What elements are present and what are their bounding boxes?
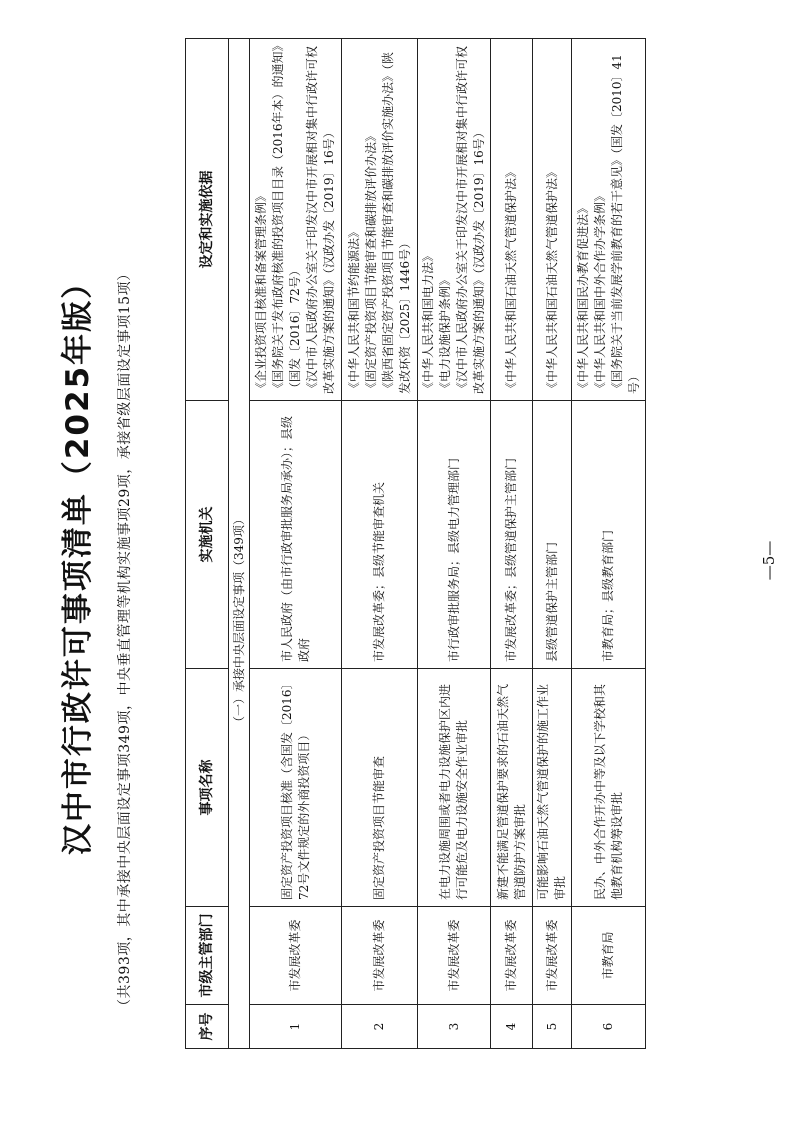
- header-seq: 序号: [186, 1005, 229, 1049]
- row-agency: 市人民政府（由市行政审批服务局承办）；县级政府: [250, 401, 342, 669]
- row-basis: [533, 39, 572, 401]
- row-dept: 市发展改革委: [342, 907, 418, 1005]
- row-seq: 6: [572, 1005, 646, 1049]
- header-basis: 设定和实施依据: [186, 39, 229, 401]
- basis-line: 《企业投资项目核准和备案管理条例》: [254, 189, 268, 394]
- row-name: 在电力设施周围或者电力设施保护区内进行可能危及电力设施安全作业审批: [418, 669, 491, 907]
- table-row: [418, 39, 491, 1049]
- row-dept: 市教育局: [572, 907, 646, 1005]
- row-seq: 4: [491, 1005, 533, 1049]
- table-row: [342, 39, 418, 1049]
- header-name: 事项名称: [186, 669, 229, 907]
- basis-line: 《国务院关于发布政府核准的投资项目目录（2016年本）的通知》（国发〔2016〕72号）: [271, 45, 302, 394]
- basis-line: 《中华人民共和国民办教育促进法》: [575, 201, 590, 394]
- group-header: （一）承接中央层面设定事项（349项）: [229, 39, 250, 1049]
- row-dept: 市发展改革委: [418, 907, 491, 1005]
- row-dept: 市发展改革委: [250, 907, 342, 1005]
- basis-line: 《汉中市人民政府办公室关于印发汉中市开展相对集中行政许可权改革实施方案的通知》（汉政办发〔2019〕16号）: [305, 45, 336, 394]
- header-agency: 实施机关: [186, 401, 229, 669]
- row-seq: 3: [418, 1005, 491, 1049]
- table-header-row: [186, 39, 229, 1049]
- row-basis: [418, 39, 491, 401]
- row-agency: 市发展改革委；县级节能审查机关: [342, 401, 418, 669]
- row-name: 固定资产投资项目节能审查: [342, 669, 418, 907]
- basis-line: 《中华人民共和国电力法》: [421, 249, 435, 394]
- permit-table: [185, 38, 646, 1049]
- table-row: [533, 39, 572, 1049]
- document-subtitle: （共393项，其中承接中央层面设定事项349项，中央垂直管理等机构实施事项29项，承接省级层面设定事项15项）: [117, 266, 133, 1013]
- table-row: [250, 39, 342, 1049]
- row-basis: [342, 39, 418, 401]
- row-seq: 2: [342, 1005, 418, 1049]
- basis-line: 《陕西省固定资产投资项目节能审查和碳排放评价实施办法》（陕发改环资〔2025〕1446号）: [380, 51, 412, 394]
- row-agency: 市发展改革委；县级管道保护主管部门: [491, 401, 533, 669]
- row-basis: [250, 39, 342, 401]
- table-row: [491, 39, 533, 1049]
- row-name: 新建不能满足管道保护要求的石油天然气管道防护方案审批: [491, 669, 533, 907]
- row-name: 固定资产投资项目核准（含国发〔2016〕72号文件规定的外商投资项目）: [250, 669, 342, 907]
- page-number: —5—: [760, 540, 778, 581]
- basis-line: 《汉中市人民政府办公室关于印发汉中市开展相对集中行政许可权改革实施方案的通知》（汉政办发〔2019〕16号）: [455, 45, 486, 394]
- row-dept: 市发展改革委: [533, 907, 572, 1005]
- row-basis: [491, 39, 533, 401]
- row-seq: 5: [533, 1005, 572, 1049]
- basis-line: 《电力设施保护条例》: [438, 273, 452, 394]
- header-dept: 市级主管部门: [186, 907, 229, 1005]
- row-dept: 市发展改革委: [491, 907, 533, 1005]
- document-title: 汉中市行政许可事项清单（2025年版）: [60, 265, 96, 856]
- table-row: [572, 39, 646, 1049]
- basis-line: 《中华人民共和国石油天然气管道保护法》: [504, 165, 518, 394]
- basis-line: 《中华人民共和国石油天然气管道保护法》: [544, 165, 559, 394]
- row-agency: 市教育局；县级教育部门: [572, 401, 646, 669]
- row-name: 民办、中外合作开办中等及以下学校和其他教育机构筹设审批: [572, 669, 646, 907]
- row-agency: 县级管道保护主管部门: [533, 401, 572, 669]
- group-header-row: [229, 39, 250, 1049]
- row-name: 可能影响石油天然气管道保护的施工作业审批: [533, 669, 572, 907]
- basis-line: 《中华人民共和国节约能源法》: [346, 225, 361, 394]
- row-agency: 市行政审批服务局；县级电力管理部门: [418, 401, 491, 669]
- basis-line: 《国务院关于当前发展学前教育的若干意见》（国发〔2010〕41号）: [609, 54, 641, 394]
- row-seq: 1: [250, 1005, 342, 1049]
- basis-line: 《中华人民共和国中外合作办学条例》: [592, 189, 607, 394]
- row-basis: [572, 39, 646, 401]
- basis-line: 《固定资产投资项目节能审查和碳排放评价办法》: [363, 129, 378, 394]
